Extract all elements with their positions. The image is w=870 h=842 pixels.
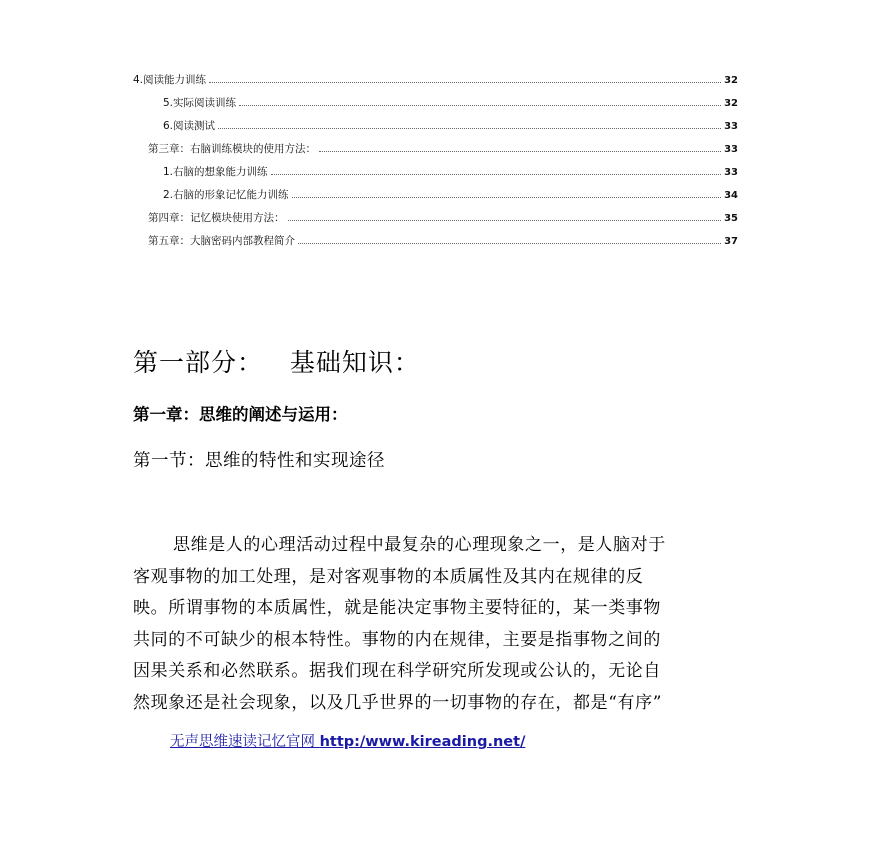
footer-url[interactable]: http:/www.kireading.net/ (319, 734, 526, 750)
toc-entry[interactable] (148, 234, 738, 248)
toc-entry-label: 第四章：记忆模块使用方法： (148, 212, 285, 224)
part-title: 第一部分： 基础知识： (133, 348, 420, 377)
toc-entry-page: 33 (724, 121, 738, 132)
body-line: 思维是人的心理活动过程中最复杂的心理现象之一，是人脑对于 (173, 535, 666, 555)
toc-leader (271, 165, 722, 175)
toc-entry-label: 6.阅读测试 (163, 120, 216, 132)
toc-entry[interactable] (148, 142, 738, 156)
toc-leader (209, 73, 721, 83)
toc-entry-page: 32 (724, 75, 738, 86)
body-paragraph (133, 530, 753, 719)
toc-entry-page: 33 (724, 167, 738, 178)
body-line: 然现象还是社会现象，以及几乎世界的一切事物的存在，都是“有序” (133, 692, 662, 713)
toc-entry[interactable] (163, 96, 738, 110)
body-line: 客观事物的加工处理，是对客观事物的本质属性及其内在规律的反 (133, 566, 644, 587)
toc-leader (292, 188, 722, 198)
footer-link[interactable] (170, 730, 525, 751)
section-title: 第一节：思维的特性和实现途径 (133, 451, 385, 471)
toc-entry-label: 第五章：大脑密码内部教程简介 (148, 235, 295, 247)
toc-entry-page: 34 (724, 190, 738, 201)
toc-leader (298, 234, 721, 244)
chapter-title: 第一章：思维的阐述与运用： (133, 405, 348, 424)
toc-entry[interactable] (133, 73, 738, 87)
toc-leader (218, 119, 721, 129)
toc-entry-label: 第三章：右脑训练模块的使用方法： (148, 143, 316, 155)
toc-leader (239, 96, 721, 106)
toc-entry-page: 35 (724, 213, 738, 224)
body-line: 映。所谓事物的本质属性，就是能决定事物主要特征的，某一类事物 (133, 598, 661, 618)
body-line: 因果关系和必然联系。据我们现在科学研究所发现或公认的，无论自 (133, 661, 661, 681)
toc-entry[interactable] (163, 188, 738, 202)
toc-entry[interactable] (163, 165, 738, 179)
toc-entry[interactable] (163, 119, 738, 133)
toc-entry-page: 37 (724, 236, 738, 247)
toc-entry-label: 4.阅读能力训练 (133, 74, 207, 86)
toc-entry-page: 32 (724, 98, 738, 109)
toc-entry-label: 2.右脑的形象记忆能力训练 (163, 189, 289, 201)
toc-entry-label: 5.实际阅读训练 (163, 97, 237, 109)
footer-site-name: 无声思维速读记忆官网 (170, 734, 315, 750)
toc-entry[interactable] (148, 211, 738, 225)
toc-entry-label: 1.右脑的想象能力训练 (163, 166, 268, 178)
toc-leader (288, 211, 722, 221)
toc-entry-page: 33 (724, 144, 738, 155)
toc-leader (319, 142, 721, 152)
body-line: 共同的不可缺少的根本特性。事物的内在规律，主要是指事物之间的 (133, 629, 661, 650)
